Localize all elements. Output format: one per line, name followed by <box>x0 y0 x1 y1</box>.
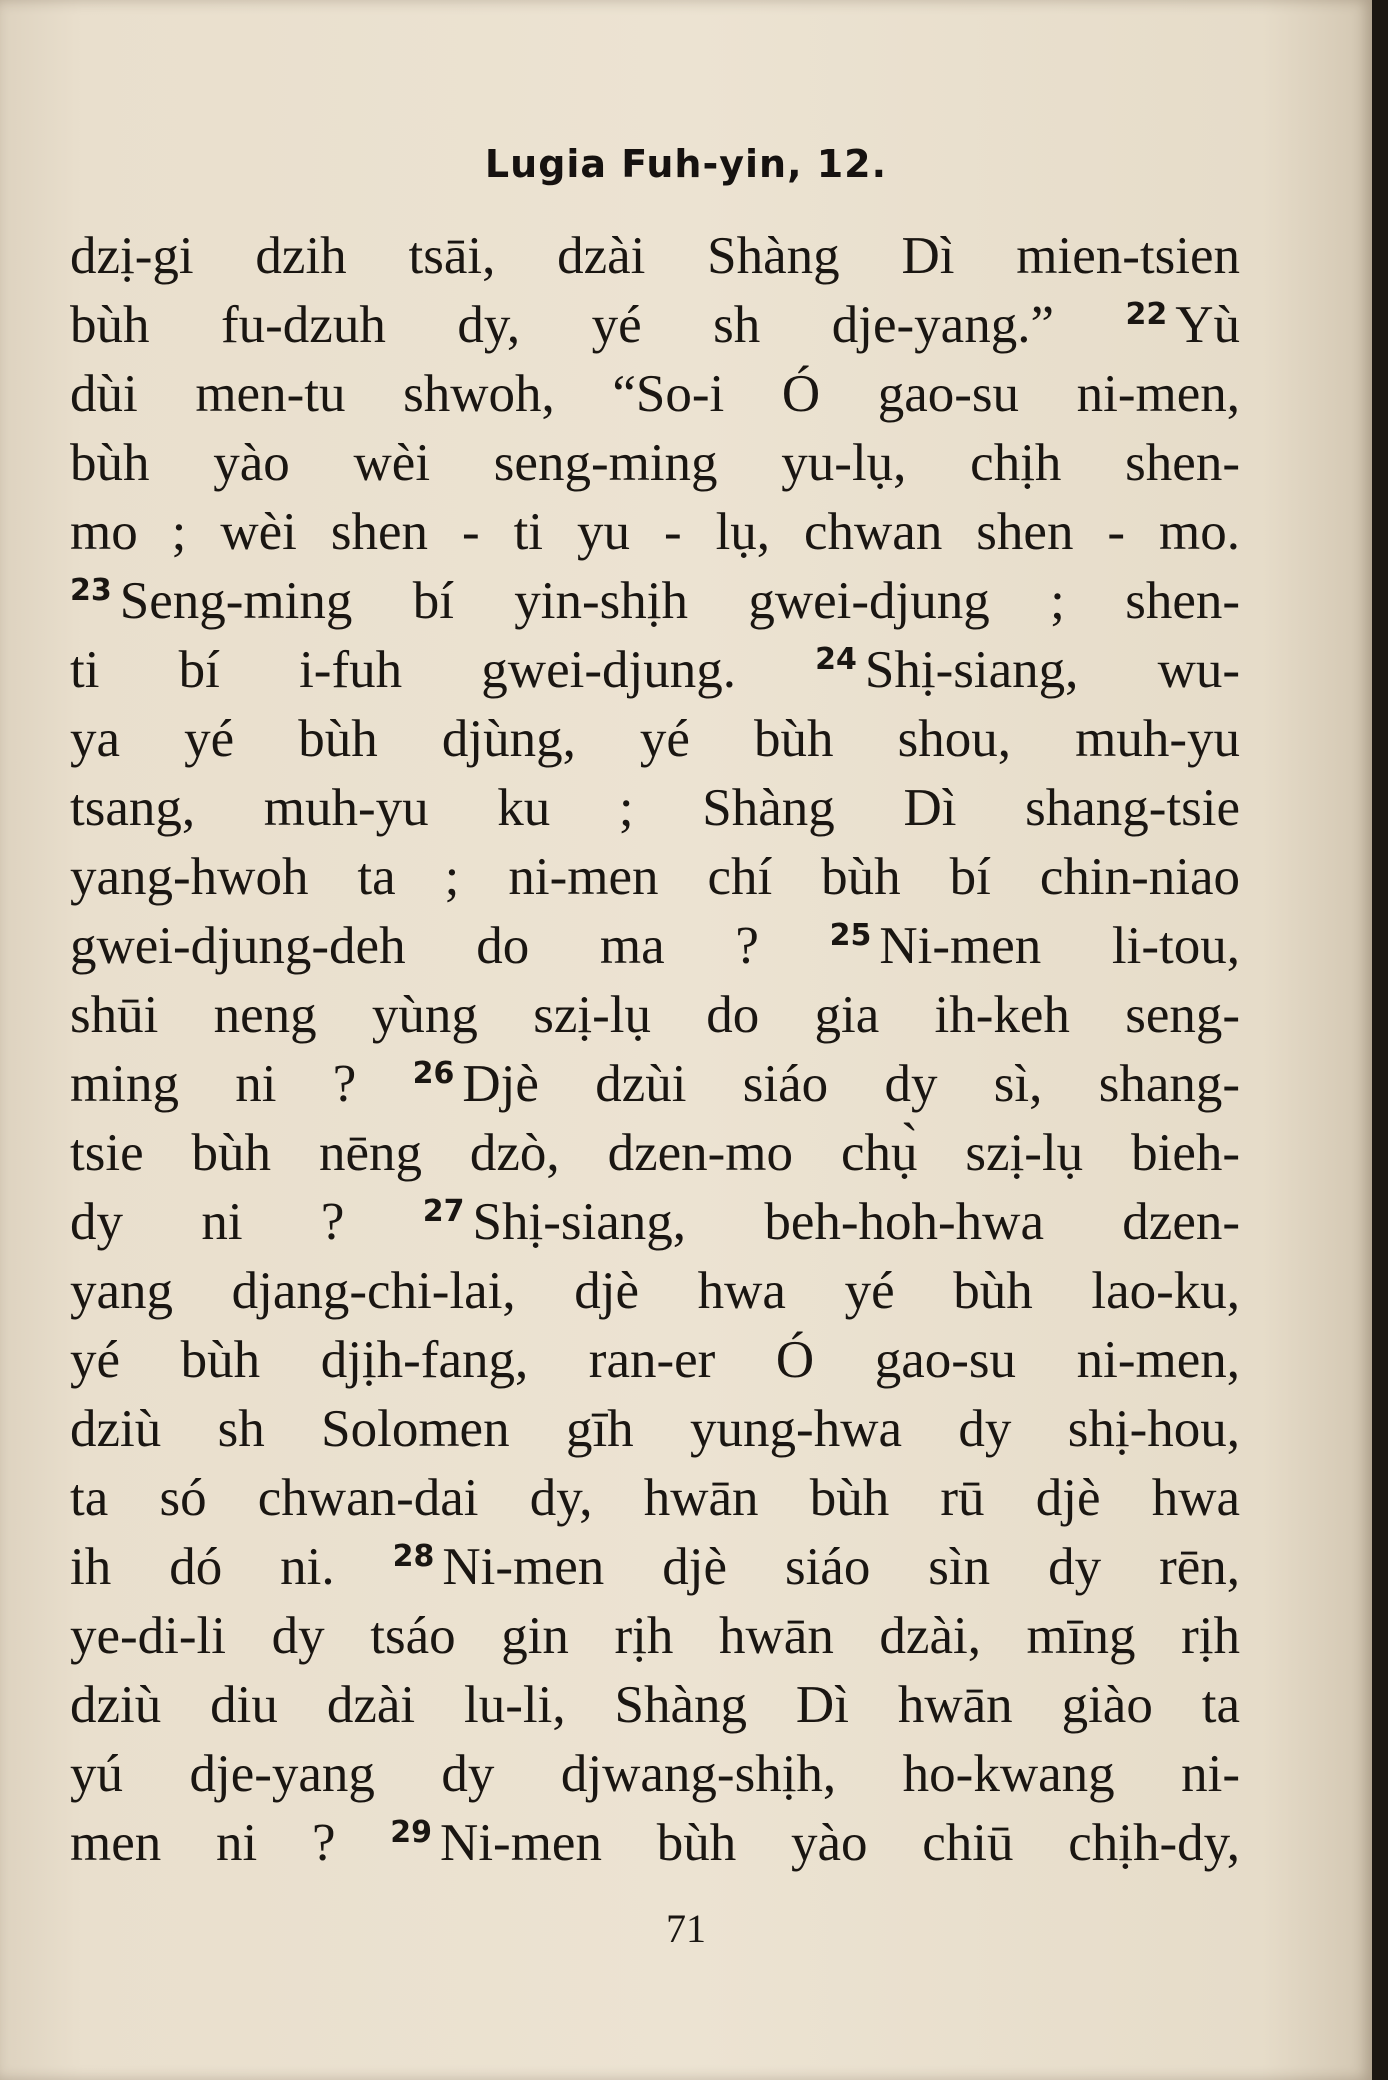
verse-number: 25 <box>829 918 872 953</box>
text-line <box>70 360 1240 429</box>
text-run: yang-hwoh ta ; ni-men chí bùh bí chin-niao <box>70 848 1240 906</box>
text-line <box>70 1809 1240 1878</box>
text-line <box>70 1671 1240 1740</box>
text-line <box>70 705 1240 774</box>
text-run: ming ni ? <box>70 1055 413 1113</box>
text-run: Shị-siang, beh-hoh-hwa dzen- <box>472 1193 1241 1251</box>
text-line <box>70 1050 1240 1119</box>
running-header: Lugia Fuh-yin, 12. <box>484 142 888 186</box>
text-run: Ni-men djè siáo sìn dy rēn, <box>442 1538 1240 1596</box>
text-run: yú dje-yang dy djwang-shịh, ho-kwang ni- <box>70 1745 1240 1803</box>
text-line <box>70 1395 1240 1464</box>
text-line <box>70 498 1240 567</box>
text-run: Seng-ming bí yin-shịh gwei-djung ; shen- <box>119 572 1240 630</box>
verse-number: 26 <box>412 1056 455 1091</box>
text-run: Ni-men li-tou, <box>879 917 1240 975</box>
text-line <box>70 1602 1240 1671</box>
text-run: Djè dzùi siáo dy sì, shang- <box>462 1055 1240 1113</box>
text-run: ti bí i-fuh gwei-djung. <box>70 641 816 699</box>
text-run: tsie bùh nēng dzò, dzen-mo chụ̀ szị-lụ bieh- <box>70 1124 1240 1182</box>
text-run: dziù sh Solomen gīh yung-hwa dy shị-hou, <box>70 1400 1240 1458</box>
text-run: yang djang-chi-lai, djè hwa yé bùh lao-ku, <box>70 1262 1240 1320</box>
text-run: shūi neng yùng szị-lụ do gia ih-keh seng- <box>70 986 1240 1044</box>
text-run: ye-di-li dy tsáo gin rịh hwān dzài, mīng rịh <box>70 1607 1240 1665</box>
text-run: dùi men-tu shwoh, “So-i Ó gao-su ni-men, <box>70 365 1240 423</box>
text-line <box>70 567 1240 636</box>
text-line <box>70 774 1240 843</box>
text-line <box>70 1257 1240 1326</box>
verse-number: 27 <box>422 1194 465 1229</box>
verse-number: 23 <box>70 573 112 608</box>
text-line <box>70 429 1240 498</box>
text-run: Shị-siang, wu- <box>864 641 1240 699</box>
text-line <box>70 843 1240 912</box>
verse-number: 29 <box>390 1815 433 1850</box>
text-line <box>70 1326 1240 1395</box>
text-run: bùh yào wèi seng-ming yu-lụ, chịh shen- <box>70 434 1240 492</box>
text-line <box>70 291 1240 360</box>
text-line <box>70 222 1240 291</box>
text-run: ih dó ni. <box>70 1538 393 1596</box>
text-run: ta só chwan-dai dy, hwān bùh rū djè hwa <box>70 1469 1240 1527</box>
text-line <box>70 1119 1240 1188</box>
text-line <box>70 1464 1240 1533</box>
text-run: dy ni ? <box>70 1193 423 1251</box>
text-run: dzị-gi dzih tsāi, dzài Shàng Dì mien-tsien <box>70 227 1240 285</box>
text-run: men ni ? <box>70 1814 391 1872</box>
text-line <box>70 1740 1240 1809</box>
text-line <box>70 1188 1240 1257</box>
text-run: ya yé bùh djùng, yé bùh shou, muh-yu <box>70 710 1240 768</box>
text-run: tsang, muh-yu ku ; Shàng Dì shang-tsie <box>70 779 1240 837</box>
text-line <box>70 912 1240 981</box>
text-line <box>70 1533 1240 1602</box>
text-run: bùh fu-dzuh dy, yé sh dje-yang.” <box>70 296 1126 354</box>
verse-number: 28 <box>392 1539 435 1574</box>
text-run: gwei-djung-deh do ma ? <box>70 917 830 975</box>
text-run: Yù <box>1175 296 1240 354</box>
text-line <box>70 981 1240 1050</box>
text-run: dziù diu dzài lu-li, Shàng Dì hwān giào ta <box>70 1676 1240 1734</box>
text-run: Ni-men bùh yào chiū chịh-dy, <box>440 1814 1240 1872</box>
text-run: mo ; wèi shen - ti yu - lụ, chwan shen - mo. <box>70 503 1240 561</box>
verse-number: 22 <box>1125 297 1168 332</box>
page-number: 71 <box>666 1906 706 1951</box>
text-run: yé bùh djịh-fang, ran-er Ó gao-su ni-men, <box>70 1331 1240 1389</box>
verse-number: 24 <box>815 642 857 677</box>
text-line <box>70 636 1240 705</box>
body-text <box>70 222 1240 1878</box>
